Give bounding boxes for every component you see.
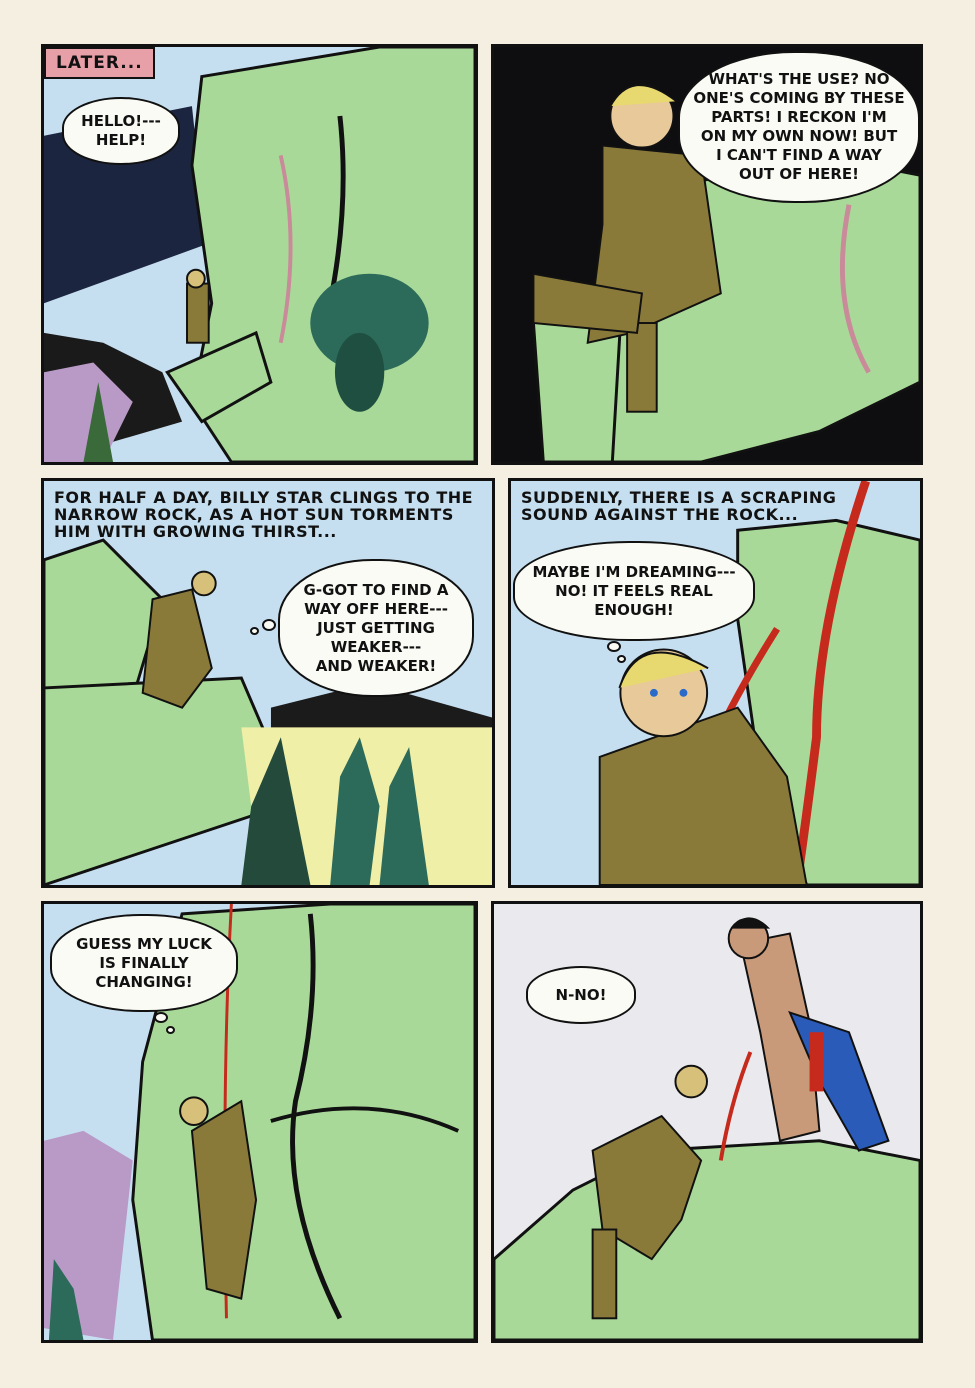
bubble-line: HELLO!---: [81, 112, 161, 130]
panel-3: [41, 478, 495, 888]
thought-bubble-use: [678, 51, 920, 203]
bubble-line: ONE'S COMING BY THESE: [693, 89, 905, 107]
bubble-line: ENOUGH!: [594, 600, 674, 619]
panel-4-art: [511, 481, 920, 885]
thought-dot: [617, 655, 626, 663]
bubble-line: N-NO!: [555, 985, 607, 1004]
panel-2: [491, 44, 923, 465]
bubble-line: WHAT'S THE USE? NO: [708, 70, 890, 88]
thought-dot: [250, 627, 259, 635]
bubble-line: OUT OF HERE!: [738, 165, 860, 183]
bubble-line: WAY OFF HERE---: [304, 599, 448, 618]
thought-dot: [166, 1026, 175, 1034]
narration-half-day: [54, 489, 473, 540]
speech-bubble-no: [526, 966, 636, 1024]
bubble-line: GUESS MY LUCK: [76, 934, 212, 953]
panel-1: [41, 44, 478, 465]
narration-line: NARROW ROCK, AS A HOT SUN TORMENTS: [54, 505, 454, 524]
bubble-line: WEAKER---: [330, 637, 422, 656]
thought-dot: [262, 619, 276, 631]
narration-scraping: [521, 489, 836, 523]
bubble-line: MAYBE I'M DREAMING---: [532, 562, 736, 581]
caption-later: [44, 47, 155, 79]
thought-bubble-luck: [50, 914, 238, 1012]
narration-line: SOUND AGAINST THE ROCK...: [521, 505, 799, 524]
panel-6: [491, 901, 923, 1343]
bubble-line: PARTS! I RECKON I'M: [711, 108, 887, 126]
bubble-line: HELP!: [95, 131, 147, 149]
narration-line: FOR HALF A DAY, BILLY STAR CLINGS TO THE: [54, 488, 474, 507]
caption-text: LATER...: [56, 53, 143, 73]
panel-4: [508, 478, 923, 888]
panel-5: [41, 901, 478, 1343]
narration-line: HIM WITH GROWING THIRST...: [54, 522, 337, 541]
bubble-line: G-GOT TO FIND A: [303, 580, 449, 599]
bubble-line: AND WEAKER!: [315, 656, 437, 675]
thought-dot: [607, 641, 621, 652]
bubble-line: JUST GETTING: [317, 618, 435, 637]
narration-line: SUDDENLY, THERE IS A SCRAPING: [521, 488, 837, 507]
bubble-line: IS FINALLY: [99, 953, 189, 972]
bubble-line: I CAN'T FIND A WAY: [716, 146, 882, 164]
thought-bubble-dreaming: [513, 541, 755, 641]
speech-bubble-hello: [62, 97, 180, 165]
thought-bubble-weaker: [278, 559, 474, 697]
bubble-line: ON MY OWN NOW! BUT: [700, 127, 898, 145]
bubble-line: NO! IT FEELS REAL: [555, 581, 713, 600]
bubble-line: CHANGING!: [95, 972, 193, 991]
thought-dot: [154, 1012, 168, 1023]
